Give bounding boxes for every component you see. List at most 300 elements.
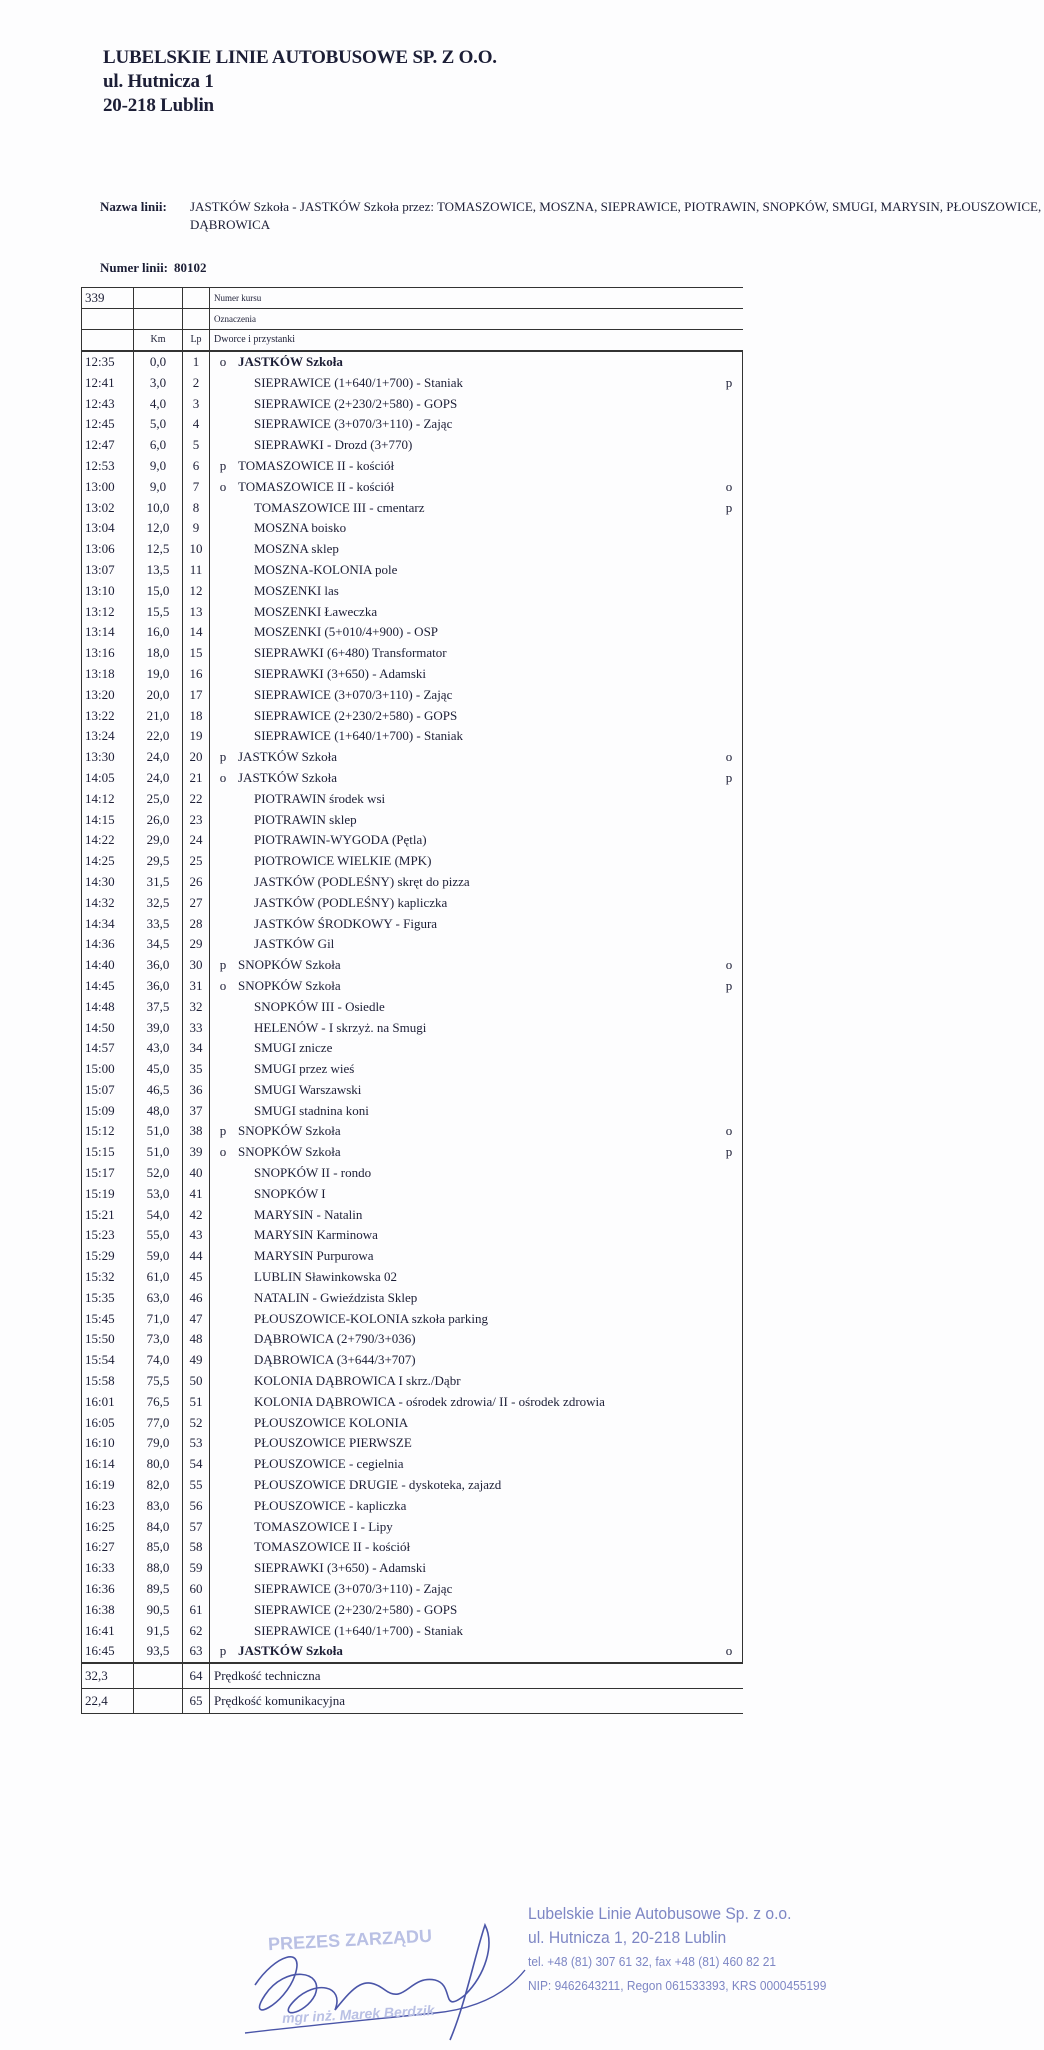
stop-number: 3 (183, 394, 210, 415)
distance-km: 63,0 (134, 1288, 183, 1309)
distance-km: 3,0 (134, 373, 183, 394)
timetable-row (82, 1225, 743, 1246)
departure-time: 14:05 (82, 768, 134, 789)
right-mark (716, 1267, 743, 1288)
stop-number: 13 (183, 602, 210, 623)
stop-name: JASTKÓW Szkoła (238, 749, 338, 765)
right-mark (716, 830, 743, 851)
right-mark (716, 1558, 743, 1579)
header-row-mark (82, 309, 743, 330)
distance-km: 82,0 (134, 1475, 183, 1496)
stop-cell (210, 685, 717, 706)
timetable-row (82, 1558, 743, 1579)
right-mark (716, 1163, 743, 1184)
distance-km: 61,0 (134, 1267, 183, 1288)
right-mark (716, 810, 743, 831)
distance-km: 85,0 (134, 1537, 183, 1558)
header-empty (183, 309, 210, 330)
timetable-row (82, 914, 743, 935)
distance-km: 0,0 (134, 351, 183, 373)
stop-number: 26 (183, 872, 210, 893)
departure-time: 12:41 (82, 373, 134, 394)
stop-name: MOSZNA sklep (254, 541, 339, 557)
departure-time: 15:07 (82, 1080, 134, 1101)
right-mark (716, 560, 743, 581)
stop-name: PŁOUSZOWICE DRUGIE - dyskoteka, zajazd (254, 1477, 502, 1493)
stop-number: 24 (183, 830, 210, 851)
stop-cell (210, 414, 717, 435)
stop-name: MOSZENKI las (254, 582, 339, 598)
departure-time: 15:35 (82, 1288, 134, 1309)
departure-time: 15:09 (82, 1101, 134, 1122)
stop-number: 10 (183, 539, 210, 560)
distance-km: 15,0 (134, 581, 183, 602)
line-number-label: Numer linii: (100, 260, 169, 275)
stop-number: 48 (183, 1329, 210, 1350)
stop-cell (210, 1433, 717, 1454)
distance-km: 74,0 (134, 1350, 183, 1371)
stop-number: 29 (183, 934, 210, 955)
distance-km: 12,5 (134, 539, 183, 560)
distance-km: 84,0 (134, 1517, 183, 1538)
departure-time: 16:45 (82, 1641, 134, 1663)
stop-name: MOSZENKI Ławeczka (254, 603, 378, 619)
speed-lp: 65 (183, 1689, 210, 1714)
departure-time: 16:41 (82, 1621, 134, 1642)
distance-km: 4,0 (134, 394, 183, 415)
speed-lp: 64 (183, 1663, 210, 1689)
stop-name: DĄBROWICA (3+644/3+707) (254, 1352, 416, 1368)
timetable-row (82, 1537, 743, 1558)
right-mark (716, 664, 743, 685)
stop-number: 34 (183, 1038, 210, 1059)
departure-time: 14:45 (82, 976, 134, 997)
timetable-row (82, 1517, 743, 1538)
distance-km: 51,0 (134, 1142, 183, 1163)
departure-time: 16:10 (82, 1433, 134, 1454)
stop-number: 46 (183, 1288, 210, 1309)
departure-time: 16:14 (82, 1454, 134, 1475)
company-street: ul. Hutnicza 1 (103, 71, 214, 92)
stamp-ids: NIP: 9462643211, Regon 061533393, KRS 0000455199 (528, 1978, 827, 1993)
departure-time: 13:18 (82, 664, 134, 685)
stop-name: JASTKÓW Gil (254, 936, 335, 952)
departure-time: 15:58 (82, 1371, 134, 1392)
stop-number: 41 (183, 1184, 210, 1205)
header-lp: Lp (183, 330, 210, 352)
stop-name: JASTKÓW Szkoła (238, 354, 343, 369)
stop-cell (210, 1475, 717, 1496)
timetable-row (82, 1475, 743, 1496)
right-mark: p (716, 976, 743, 997)
departure-time: 15:00 (82, 1059, 134, 1080)
stop-name: TOMASZOWICE II - kościół (254, 1539, 411, 1555)
speed-label: Prędkość komunikacyjna (210, 1689, 743, 1714)
timetable-row (82, 976, 743, 997)
stop-number: 52 (183, 1413, 210, 1434)
right-mark (716, 1059, 743, 1080)
stop-number: 53 (183, 1433, 210, 1454)
stop-number: 8 (183, 498, 210, 519)
arrival-departure-mark: o (219, 354, 227, 369)
right-mark (716, 1288, 743, 1309)
stop-cell (210, 872, 717, 893)
departure-time: 16:19 (82, 1475, 134, 1496)
timetable-row (82, 602, 743, 623)
stop-cell (210, 1329, 717, 1350)
company-name: LUBELSKIE LINIE AUTOBUSOWE SP. Z O.O. (103, 47, 497, 68)
stop-name: SIEPRAWICE (2+230/2+580) - GOPS (254, 395, 458, 411)
timetable-row (82, 518, 743, 539)
right-mark: o (716, 1641, 743, 1663)
stop-number: 51 (183, 1392, 210, 1413)
stop-cell (210, 955, 717, 976)
timetable-row (82, 997, 743, 1018)
stop-number: 56 (183, 1496, 210, 1517)
distance-km: 26,0 (134, 810, 183, 831)
timetable-row (82, 955, 743, 976)
right-mark (716, 1496, 743, 1517)
stop-name: JASTKÓW Szkoła (238, 1643, 343, 1659)
timetable-row (82, 1163, 743, 1184)
line-number-value: 80102 (174, 260, 207, 275)
stop-cell (210, 1454, 717, 1475)
departure-time: 14:48 (82, 997, 134, 1018)
stop-number: 63 (183, 1641, 210, 1663)
timetable-row (82, 1101, 743, 1122)
stop-cell (210, 622, 717, 643)
timetable-row (82, 1142, 743, 1163)
stop-number: 18 (183, 706, 210, 727)
stamp-company: Lubelskie Linie Autobusowe Sp. z o.o. (528, 1904, 792, 1923)
distance-km: 20,0 (134, 685, 183, 706)
arrival-departure-mark: o (219, 977, 227, 993)
stop-cell (210, 747, 717, 768)
timetable-row (82, 872, 743, 893)
stop-number: 50 (183, 1371, 210, 1392)
distance-km: 51,0 (134, 1121, 183, 1142)
stop-cell (210, 643, 717, 664)
stop-name: SIEPRAWKI (3+650) - Adamski (254, 665, 427, 681)
right-mark (716, 414, 743, 435)
stop-number: 2 (183, 373, 210, 394)
timetable-row (82, 1038, 743, 1059)
stop-cell (210, 1350, 717, 1371)
departure-time: 15:12 (82, 1121, 134, 1142)
right-mark: p (716, 1142, 743, 1163)
stop-number: 61 (183, 1600, 210, 1621)
stop-number: 31 (183, 976, 210, 997)
stop-cell (210, 1205, 717, 1226)
right-mark (716, 539, 743, 560)
distance-km: 6,0 (134, 435, 183, 456)
timetable-row (82, 1496, 743, 1517)
header-row-columns (82, 330, 743, 352)
stop-cell (210, 914, 717, 935)
arrival-departure-mark: p (219, 957, 227, 973)
right-mark (716, 456, 743, 477)
departure-time: 16:38 (82, 1600, 134, 1621)
right-mark (716, 1038, 743, 1059)
stop-number: 11 (183, 560, 210, 581)
distance-km: 77,0 (134, 1413, 183, 1434)
header-empty (134, 288, 183, 309)
timetable-row (82, 706, 743, 727)
timetable-row (82, 581, 743, 602)
course-number: 339 (82, 288, 134, 309)
distance-km: 91,5 (134, 1621, 183, 1642)
stop-name: SIEPRAWICE (1+640/1+700) - Staniak (254, 728, 463, 744)
departure-time: 14:32 (82, 893, 134, 914)
header-mark-label: Oznaczenia (210, 309, 743, 330)
distance-km: 24,0 (134, 768, 183, 789)
distance-km: 16,0 (134, 622, 183, 643)
departure-time: 14:30 (82, 872, 134, 893)
right-mark (716, 435, 743, 456)
header-km: Km (134, 330, 183, 352)
departure-time: 15:54 (82, 1350, 134, 1371)
timetable-row (82, 1621, 743, 1642)
right-mark (716, 851, 743, 872)
stop-number: 15 (183, 643, 210, 664)
stop-name: SMUGI stadnina koni (254, 1102, 369, 1118)
stop-name: PIOTRAWIN środek wsi (254, 790, 386, 806)
departure-time: 16:01 (82, 1392, 134, 1413)
distance-km: 46,5 (134, 1080, 183, 1101)
stop-number: 1 (183, 351, 210, 373)
departure-time: 13:24 (82, 726, 134, 747)
right-mark: o (716, 1121, 743, 1142)
timetable-row (82, 789, 743, 810)
distance-km: 54,0 (134, 1205, 183, 1226)
stop-name: SIEPRAWICE (3+070/3+110) - Zając (254, 686, 453, 702)
timetable-row (82, 810, 743, 831)
stop-cell (210, 1246, 717, 1267)
right-mark (716, 1225, 743, 1246)
departure-time: 13:07 (82, 560, 134, 581)
departure-time: 14:22 (82, 830, 134, 851)
stop-number: 25 (183, 851, 210, 872)
stop-name: SNOPKÓW Szkoła (238, 957, 341, 973)
departure-time: 15:15 (82, 1142, 134, 1163)
right-mark (716, 934, 743, 955)
departure-time: 13:22 (82, 706, 134, 727)
distance-km: 5,0 (134, 414, 183, 435)
timetable-row (82, 893, 743, 914)
departure-time: 15:21 (82, 1205, 134, 1226)
right-mark (716, 726, 743, 747)
departure-time: 15:32 (82, 1267, 134, 1288)
distance-km: 93,5 (134, 1641, 183, 1663)
arrival-departure-mark: o (219, 769, 227, 785)
stop-cell (210, 1641, 717, 1663)
right-mark (716, 1392, 743, 1413)
stop-name: KOLONIA DĄBROWICA I skrz./Dąbr (254, 1373, 461, 1389)
stop-name: MARYSIN Purpurowa (254, 1248, 374, 1264)
distance-km: 9,0 (134, 477, 183, 498)
distance-km: 37,5 (134, 997, 183, 1018)
speed-row (82, 1663, 743, 1689)
right-mark (716, 1600, 743, 1621)
timetable-row (82, 1641, 743, 1663)
timetable-row (82, 1288, 743, 1309)
departure-time: 14:50 (82, 1018, 134, 1039)
stop-name: NATALIN - Gwieździsta Sklep (254, 1289, 418, 1305)
stop-name: SIEPRAWICE (3+070/3+110) - Zając (254, 416, 453, 432)
stop-name: MARYSIN Karminowa (254, 1227, 378, 1243)
stop-cell (210, 830, 717, 851)
stop-cell (210, 976, 717, 997)
departure-time: 14:15 (82, 810, 134, 831)
stop-cell (210, 1496, 717, 1517)
stop-cell (210, 351, 717, 373)
distance-km: 22,0 (134, 726, 183, 747)
stop-number: 6 (183, 456, 210, 477)
timetable-row (82, 414, 743, 435)
right-mark (716, 622, 743, 643)
timetable-row (82, 1454, 743, 1475)
right-mark (716, 1329, 743, 1350)
stop-name: PŁOUSZOWICE KOLONIA (254, 1414, 409, 1430)
stop-number: 17 (183, 685, 210, 706)
header-empty (183, 288, 210, 309)
stop-name: PIOTROWICE WIELKIE (MPK) (254, 853, 432, 869)
stop-cell (210, 1184, 717, 1205)
stamp-phone: tel. +48 (81) 307 61 32, fax +48 (81) 460 82 21 (528, 1954, 777, 1969)
departure-time: 15:17 (82, 1163, 134, 1184)
right-mark (716, 1350, 743, 1371)
right-mark (716, 1517, 743, 1538)
stop-cell (210, 477, 717, 498)
stop-name: DĄBROWICA (2+790/3+036) (254, 1331, 416, 1347)
right-mark (716, 1101, 743, 1122)
stop-cell (210, 810, 717, 831)
timetable-row (82, 1080, 743, 1101)
departure-time: 16:23 (82, 1496, 134, 1517)
right-mark (716, 685, 743, 706)
departure-time: 13:04 (82, 518, 134, 539)
distance-km: 36,0 (134, 955, 183, 976)
right-mark: p (716, 768, 743, 789)
header-empty (82, 309, 134, 330)
stop-cell (210, 1600, 717, 1621)
stop-number: 35 (183, 1059, 210, 1080)
stop-name: SMUGI Warszawski (254, 1081, 362, 1097)
speed-value: 32,3 (82, 1663, 134, 1689)
timetable-row (82, 1267, 743, 1288)
timetable-row (82, 1371, 743, 1392)
stop-number: 16 (183, 664, 210, 685)
stop-cell (210, 768, 717, 789)
stop-name: PŁOUSZOWICE PIERWSZE (254, 1435, 412, 1451)
right-mark (716, 351, 743, 373)
stop-cell (210, 1371, 717, 1392)
right-mark (716, 1309, 743, 1330)
stop-number: 37 (183, 1101, 210, 1122)
stop-name: MOSZENKI (5+010/4+900) - OSP (254, 624, 439, 640)
distance-km: 15,5 (134, 602, 183, 623)
departure-time: 16:27 (82, 1537, 134, 1558)
right-mark (716, 581, 743, 602)
stop-name: MARYSIN - Natalin (254, 1206, 363, 1222)
right-mark (716, 1537, 743, 1558)
stop-name: SIEPRAWICE (1+640/1+700) - Staniak (254, 1622, 463, 1638)
timetable-row (82, 664, 743, 685)
company-header (103, 46, 497, 118)
timetable-row (82, 934, 743, 955)
right-mark (716, 394, 743, 415)
distance-km: 73,0 (134, 1329, 183, 1350)
departure-time: 13:00 (82, 477, 134, 498)
stop-name: SMUGI przez wieś (254, 1061, 355, 1077)
stop-number: 47 (183, 1309, 210, 1330)
stop-name: JASTKÓW ŚRODKOWY - Figura (254, 915, 438, 931)
stop-cell (210, 602, 717, 623)
stop-cell (210, 726, 717, 747)
stop-name: SIEPRAWKI (3+650) - Adamski (254, 1560, 427, 1576)
stop-number: 12 (183, 581, 210, 602)
stop-name: SIEPRAWKI (6+480) Transformator (254, 645, 447, 661)
stop-cell (210, 1537, 717, 1558)
stop-name: SNOPKÓW I (254, 1185, 326, 1201)
right-mark: p (716, 373, 743, 394)
timetable-row (82, 1121, 743, 1142)
distance-km: 36,0 (134, 976, 183, 997)
stop-cell (210, 1579, 717, 1600)
distance-km: 75,5 (134, 1371, 183, 1392)
stop-name: SNOPKÓW III - Osiedle (254, 998, 385, 1014)
distance-km: 89,5 (134, 1579, 183, 1600)
stop-name: JASTKÓW Szkoła (238, 769, 338, 785)
timetable-row (82, 1413, 743, 1434)
stop-number: 62 (183, 1621, 210, 1642)
distance-km: 13,5 (134, 560, 183, 581)
stop-cell (210, 1101, 717, 1122)
distance-km: 29,0 (134, 830, 183, 851)
stop-cell (210, 1413, 717, 1434)
departure-time: 15:29 (82, 1246, 134, 1267)
distance-km: 29,5 (134, 851, 183, 872)
timetable-row (82, 1433, 743, 1454)
stop-name: SIEPRAWICE (1+640/1+700) - Staniak (254, 374, 463, 390)
stop-cell (210, 373, 717, 394)
stop-number: 28 (183, 914, 210, 935)
stop-cell (210, 1163, 717, 1184)
stop-cell (210, 851, 717, 872)
stop-number: 22 (183, 789, 210, 810)
stop-name: PŁOUSZOWICE - cegielnia (254, 1456, 404, 1472)
stop-number: 42 (183, 1205, 210, 1226)
stop-cell (210, 1558, 717, 1579)
distance-km: 52,0 (134, 1163, 183, 1184)
stop-number: 55 (183, 1475, 210, 1496)
stop-number: 14 (183, 622, 210, 643)
stop-name: SIEPRAWKI - Drozd (3+770) (254, 437, 413, 453)
distance-km: 39,0 (134, 1018, 183, 1039)
stop-cell (210, 934, 717, 955)
stop-cell (210, 1142, 717, 1163)
timetable-row (82, 1184, 743, 1205)
departure-time: 13:02 (82, 498, 134, 519)
header-stops: Dworce i przystanki (210, 330, 743, 352)
arrival-departure-mark: o (219, 478, 227, 494)
stop-name: SNOPKÓW II - rondo (254, 1165, 372, 1181)
right-mark (716, 1184, 743, 1205)
right-mark (716, 1454, 743, 1475)
stop-name: MOSZNA-KOLONIA pole (254, 561, 398, 577)
stop-name: SMUGI znicze (254, 1040, 333, 1056)
signature-name: mgr inż. Marek Berdzik (281, 2002, 435, 2026)
